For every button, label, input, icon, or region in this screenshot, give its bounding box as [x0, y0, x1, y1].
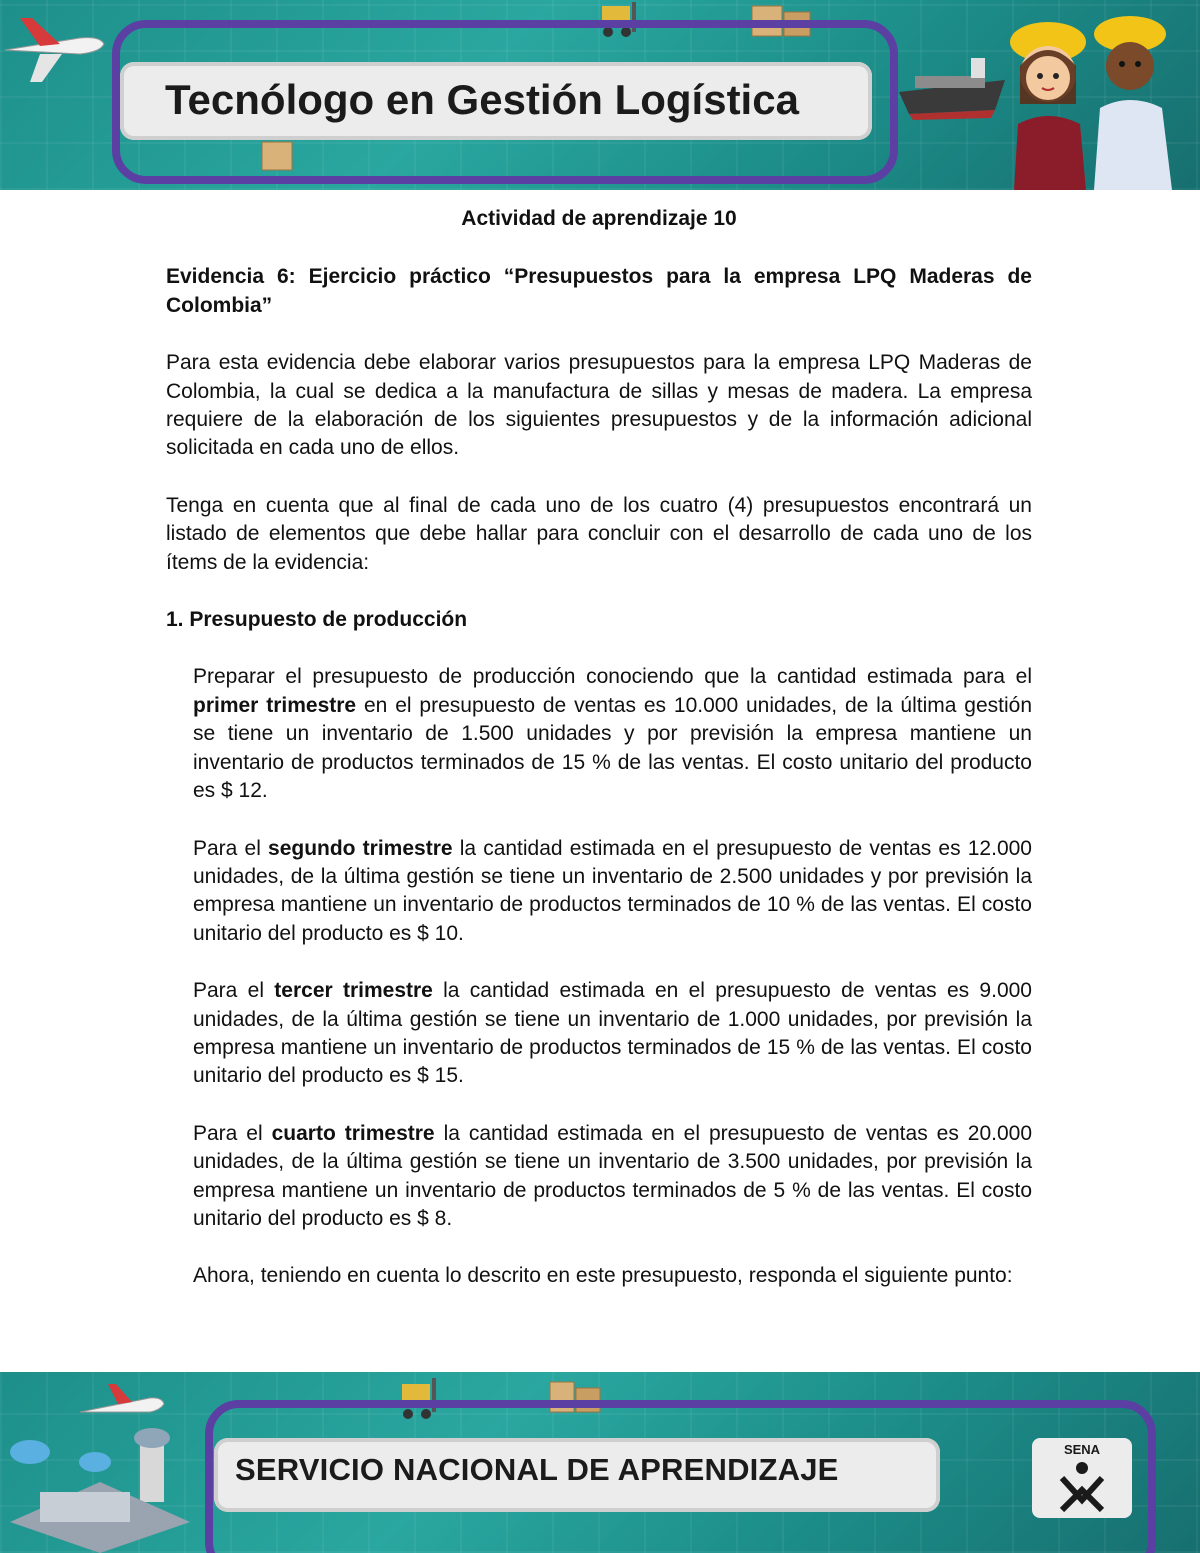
evidence-title: Evidencia 6: Ejercicio práctico “Presupuestos para la empresa LPQ Maderas de Colombia” — [166, 265, 1032, 317]
q1-text-after: en el presupuesto de ventas es 10.000 unidades, de la última gestión se tiene un inventario de 1.500 unidades y por previsión la empresa mantiene un inventario de productos terminados de 15 % de las ventas. El costo unitario del producto es $ 12. — [193, 693, 1032, 803]
footer-banner — [0, 1372, 1200, 1553]
closing-paragraph: Ahora, teniendo en cuenta lo descrito en este presupuesto, responda el siguiente punto: — [193, 1264, 1013, 1288]
q1-text-before: Preparar el presupuesto de producción conociendo que la cantidad estimada para el — [193, 665, 1032, 689]
q2-highlight: segundo trimestre — [268, 836, 453, 860]
sena-logo-box — [1032, 1438, 1132, 1518]
q1-highlight: primer trimestre — [193, 693, 357, 717]
q3-text-before: Para el — [193, 979, 275, 1003]
q4-highlight: cuarto trimestre — [271, 1121, 435, 1145]
q3-highlight: tercer trimestre — [274, 979, 433, 1003]
header-banner — [0, 0, 1200, 190]
footer-title: SERVICIO NACIONAL DE APRENDIZAJE — [235, 1452, 839, 1487]
q2-text-before: Para el — [193, 836, 269, 860]
q4-text-before: Para el — [193, 1121, 272, 1145]
airport-illustration — [0, 1372, 210, 1553]
quarters-block — [193, 663, 1032, 1290]
activity-title: Actividad de aprendizaje 10 — [461, 207, 737, 230]
airplane-icon — [0, 10, 110, 90]
section-heading: 1. Presupuesto de producción — [166, 608, 468, 632]
document-body — [166, 205, 1032, 1291]
sena-logo-text: SENA — [1063, 1442, 1101, 1457]
page-title: Tecnólogo en Gestión Logística — [165, 76, 799, 123]
quarter-2-paragraph — [193, 835, 1032, 949]
q2-text-after: la cantidad estimada en el presupuesto de ventas es 12.000 unidades, de la última gestión se tiene un inventario de 2.500 unidades y por previsión la empresa mantiene un inventario de productos terminados de 10 % de las ventas. El costo unitario del producto es $ 10. — [193, 836, 1032, 945]
q4-text-after: la cantidad estimada en el presupuesto de ventas es 20.000 unidades, de la última gestión se tiene un inventario de 3.500 unidades, por previsión la empresa mantiene un inventario de productos terminados de 5 % de las ventas. El costo unitario del producto es $ 8. — [193, 1121, 1032, 1230]
intro-paragraph-1: Para esta evidencia debe elaborar varios presupuestos para la empresa LPQ Maderas de Colombia, la cual se dedica a la manufactura de sillas y mesas de madera. La empresa requiere de la elaboración de los siguientes presupuestos y de la información adicional solicitada en cada uno de ellos. — [166, 351, 1032, 460]
intro-paragraph-2: Tenga en cuenta que al final de cada uno de los cuatro (4) presupuestos encontrará un listado de elementos que debe hallar para concluir con el desarrollo de cada uno de los ítems de la evidencia: — [166, 493, 1032, 574]
quarter-3-paragraph — [193, 977, 1032, 1091]
quarter-4-paragraph — [193, 1120, 1032, 1234]
characters-illustration — [990, 4, 1190, 190]
quarter-1-paragraph — [193, 663, 1032, 805]
sena-logo-icon — [1058, 1460, 1106, 1512]
q3-text-after: la cantidad estimada en el presupuesto de ventas es 9.000 unidades, de la última gestión se tiene un inventario de 1.000 unidades, por previsión la empresa mantiene un inventario de productos terminados de 15 % de las ventas. El costo unitario del producto es $ 15. — [193, 979, 1032, 1088]
